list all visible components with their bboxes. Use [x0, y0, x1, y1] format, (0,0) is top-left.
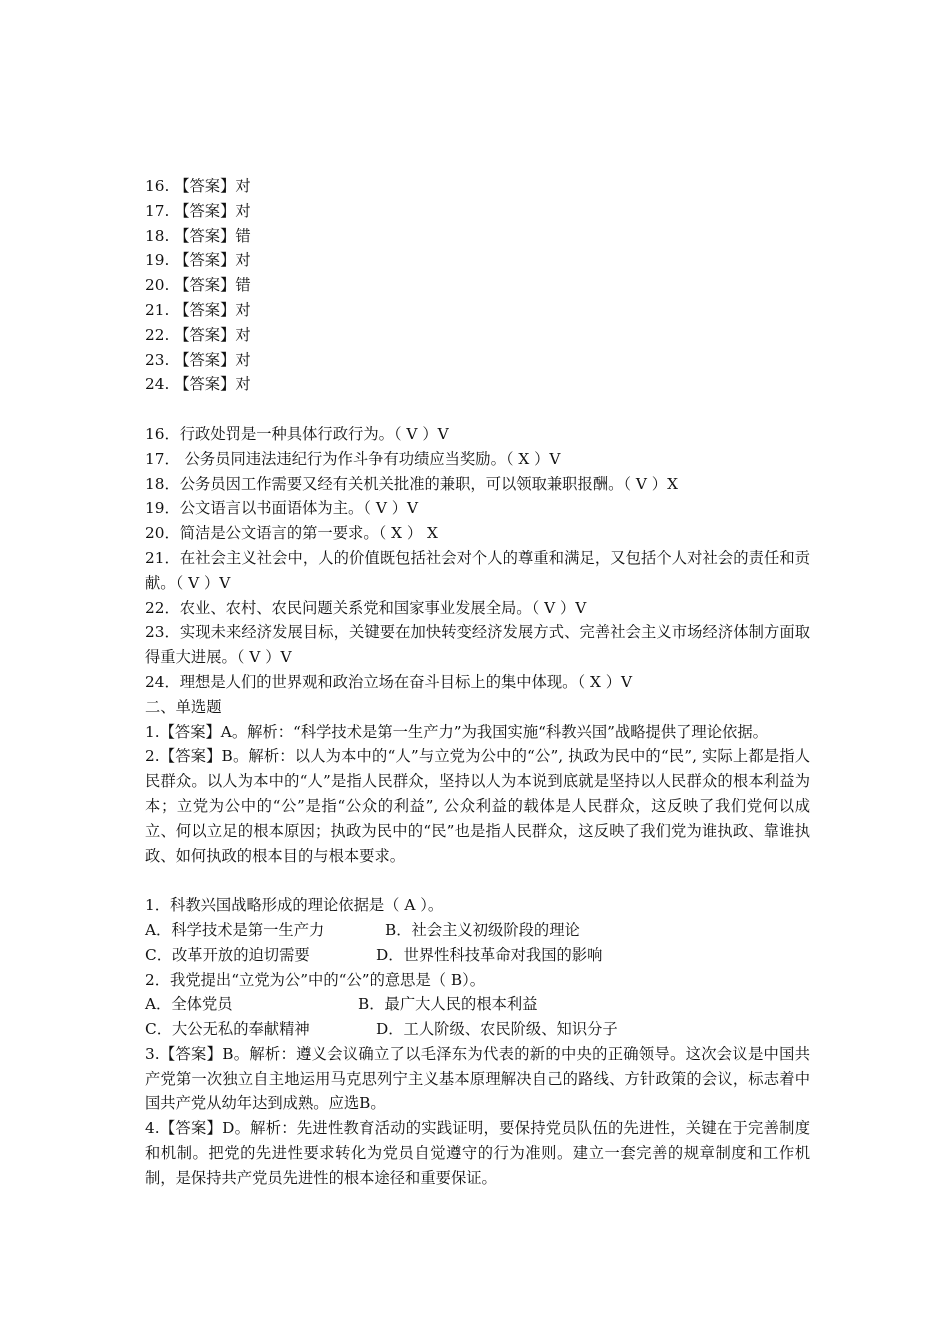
q1-options-row-2: [145, 943, 810, 968]
question-23: 23．实现未来经济发展目标，关键要在加快转变经济发展方式、完善社会主义市场经济体制方面取得重大进展。（ V ）V: [145, 623, 810, 667]
question-17: 17． 公务员同违法违纪行为作斗争有功绩应当奖励。（ X ）V: [145, 449, 561, 468]
q1-stem: 1．科教兴国战略形成的理论依据是（ A ）。: [145, 896, 444, 915]
answer-line-18: 18. 【答案】错: [145, 226, 251, 245]
answer-line-16: 16. 【答案】对: [145, 177, 251, 195]
question-16: 16．行政处罚是一种具体行政行为。（ V ）V: [145, 424, 449, 443]
spacer: [145, 397, 810, 422]
q2-option-b: B．最广大人民的根本利益: [358, 995, 538, 1014]
q2-option-a: A．全体党员: [145, 995, 233, 1014]
q2-stem: 2．我党提出“立党为公”中的“公”的意思是（ B）。: [145, 970, 486, 989]
q2-options-row-1: [145, 992, 810, 1017]
answer-line-23: 23. 【答案】对: [145, 350, 251, 369]
answer-line-22: 22. 【答案】对: [145, 325, 251, 344]
section-title: 二、单选题: [145, 697, 222, 716]
q2-option-c: C．大公无私的奉献精神: [145, 1020, 310, 1039]
q1-option-d: D．世界性科技革命对我国的影响: [376, 945, 603, 964]
analysis-1: 1.【答案】A。解析：“科学技术是第一生产力”为我国实施“科教兴国”战略提供了理论依据。: [145, 722, 768, 741]
question-20: 20．简洁是公文语言的第一要求。（ X ） X: [145, 524, 438, 543]
question-21: 21．在社会主义社会中，人的价值既包括社会对个人的尊重和满足，又包括个人对社会的责任和贡献。（ V ）V: [145, 548, 810, 592]
answer-line-24: 24. 【答案】对: [145, 375, 251, 394]
q2-options-row-2: [145, 1017, 810, 1042]
analysis-3: 3.【答案】B。解析：遵义会议确立了以毛泽东为代表的新的中央的正确领导。这次会议是中国共产党第一次独立自主地运用马克思列宁主义基本原理解决自己的路线、方针政策的会议，标志着中国共产党从幼年达到成熟。应选B。: [145, 1044, 810, 1113]
question-22: 22．农业、农村、农民问题关系党和国家事业发展全局。（ V ）V: [145, 598, 587, 617]
answer-line-19: 19. 【答案】对: [145, 251, 251, 270]
q2-option-d: D．工人阶级、农民阶级、知识分子: [376, 1020, 618, 1039]
analysis-2: 2.【答案】B。解析：以人为本中的“人”与立党为公中的“公”, 执政为民中的“民”, 实际上都是指人民群众。以人为本中的“人”是指人民群众，坚持以人为本说到底就是坚持以人民群众的根本利益为本；立党为公中的“公”是指“公众的利益”, 公众利益的载体是人民群众，这反映了我们党何以成立、何以立足的根本原因；执政为民中的“民”也是指人民群众，这反映了我们党为谁执政、靠谁执政、如何执政的根本目的与根本要求。: [145, 747, 810, 865]
answer-line-21: 21. 【答案】对: [145, 300, 251, 319]
q1-option-b: B．社会主义初级阶段的理论: [385, 920, 580, 939]
question-24: 24．理想是人们的世界观和政治立场在奋斗目标上的集中体现。（ X ）V: [145, 672, 633, 691]
question-18: 18．公务员因工作需要又经有关机关批准的兼职，可以领取兼职报酬。（ V ）X: [145, 474, 678, 493]
document-page: [145, 174, 810, 1191]
q1-option-a: A．科学技术是第一生产力: [145, 920, 325, 939]
spacer: [145, 868, 810, 893]
q1-option-c: C．改革开放的迫切需要: [145, 945, 310, 964]
analysis-4: 4.【答案】D。解析：先进性教育活动的实践证明，要保持党员队伍的先进性，关键在于完善制度和机制。把党的先进性要求转化为党员自觉遵守的行为准则。建立一套完善的规章制度和工作机制，是保持共产党员先进性的根本途径和重要保证。: [145, 1119, 810, 1187]
answer-line-20: 20. 【答案】错: [145, 276, 251, 295]
question-19: 19．公文语言以书面语体为主。（ V ）V: [145, 499, 419, 518]
q1-options-row-1: [145, 918, 810, 943]
answer-line-17: 17. 【答案】对: [145, 201, 251, 220]
